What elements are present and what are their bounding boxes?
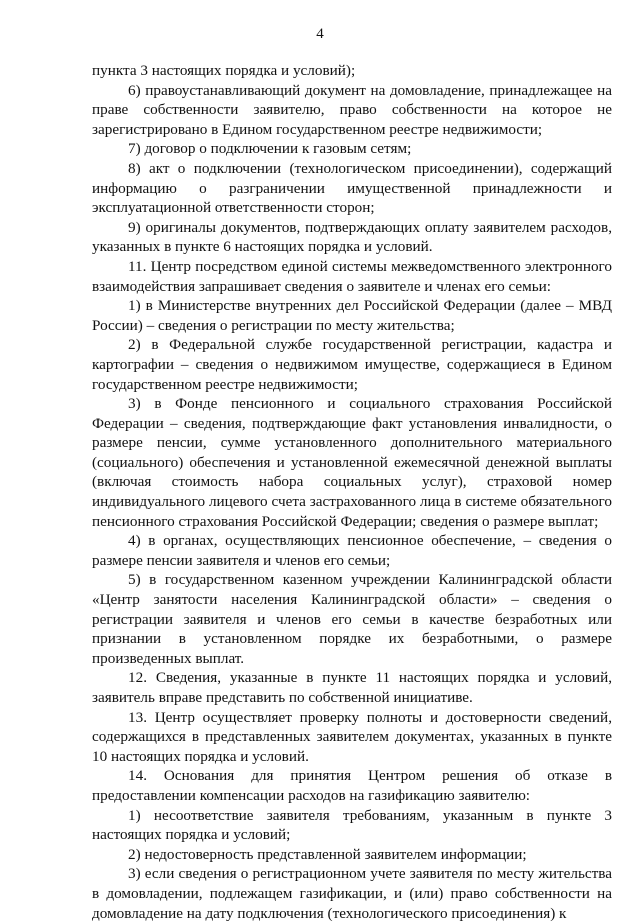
paragraph: 2) недостоверность представленной заявителем информации; — [128, 845, 527, 863]
paragraph: 7) договор о подключении к газовым сетям; — [128, 140, 412, 158]
paragraph: 5) в государственном казенном учреждении Калининградской области «Центр занятости населения Калининградской области» – сведения о регистрации заявителя и членов его семьи в качестве безработных или признании в установленном порядке их безработными, о размере произведенных выплат. — [92, 571, 612, 667]
paragraph: 9) оригиналы документов, подтверждающих оплату заявителем расходов, указанных в пункте 6 настоящих порядка и условий. — [92, 218, 612, 256]
document-body — [92, 61, 612, 923]
paragraph: 3) если сведения о регистрационном учете заявителя по месту жительства в домовладении, подлежащем газификации, и (или) право собственности на домовладение на дату подключения (технологического присоединения) к — [92, 865, 612, 922]
paragraph: 1) в Министерстве внутренних дел Российской Федерации (далее – МВД России) – сведения о регистрации по месту жительства; — [92, 297, 612, 334]
paragraph: 6) правоустанавливающий документ на домовладение, принадлежащее на праве собственности заявителю, право собственности на которое не зарегистрировано в Едином государственном реестре недвижимости; — [92, 81, 612, 138]
page-number: 4 — [316, 26, 324, 42]
paragraph: 2) в Федеральной службе государственной регистрации, кадастра и картографии – сведения о недвижимом имуществе, содержащиеся в Едином государственном реестре недвижимости; — [92, 336, 612, 393]
paragraph: 11. Центр посредством единой системы межведомственного электронного взаимодействия запрашивает сведения о заявителе и членах его семьи: — [92, 257, 612, 295]
paragraph: 8) акт о подключении (технологическом присоединении), содержащий информацию о разграничении имущественной принадлежности и эксплуатационной ответственности сторон; — [92, 159, 612, 217]
paragraph: 13. Центр осуществляет проверку полноты и достоверности сведений, содержащихся в представленных заявителем документах, указанных в пункте 10 настоящих порядка и условий. — [92, 708, 612, 765]
paragraph: 4) в органах, осуществляющих пенсионное обеспечение, – сведения о размере пенсии заявителя и членов его семьи; — [92, 532, 612, 569]
paragraph: пункта 3 настоящих порядка и условий); — [92, 62, 356, 79]
paragraph: 14. Основания для принятия Центром решения об отказе в предоставлении компенсации расходов на газификацию заявителю: — [92, 767, 612, 804]
paragraph: 1) несоответствие заявителя требованиям, указанным в пункте 3 настоящих порядка и условий; — [92, 806, 612, 844]
paragraph: 12. Сведения, указанные в пункте 11 настоящих порядка и условий, заявитель вправе представить по собственной инициативе. — [92, 669, 612, 706]
paragraph: 3) в Фонде пенсионного и социального страхования Российской Федерации – сведения, подтверждающие факт установления инвалидности, о размере пенсии, сумме установленного дополнительного материального (социального) обеспечения и установленной ежемесячной денежной выплаты (включая стоимость набора социальных услуг), страховой номер индивидуального лицевого счета застрахованного лица в системе обязательного пенсионного страхования Российской Федерации; сведения о размере выплат; — [92, 395, 612, 530]
